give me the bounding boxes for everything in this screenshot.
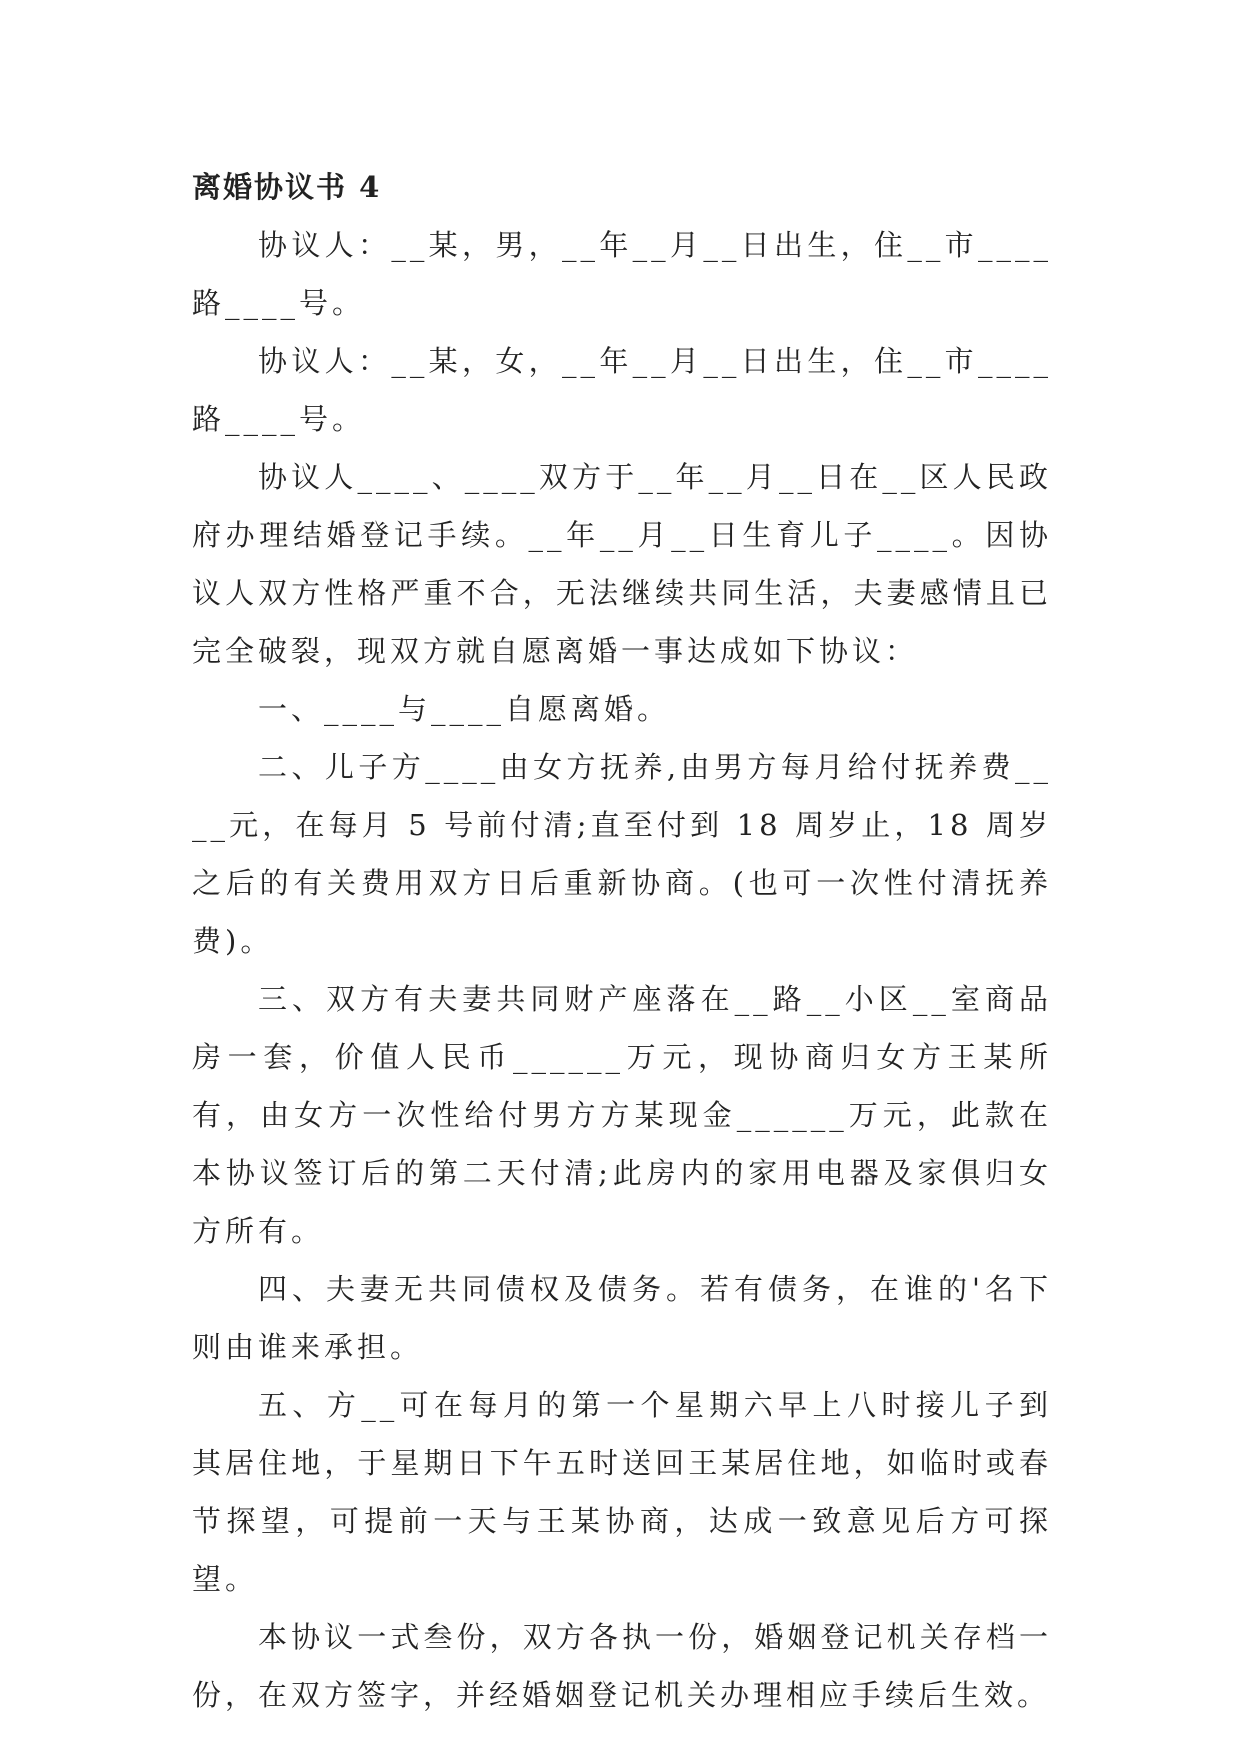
clause-3-paragraph: 三、双方有夫妻共同财产座落在__路__小区__室商品房一套，价值人民币______万元，现协商归女方王某所有，由女方一次性给付男方方某现金______万元，此款在本协议签订后的第二天付清;此房内的家用电器及家俱归女方所有。 bbox=[192, 982, 1052, 1248]
clause-2-paragraph: 二、儿子方____由女方抚养,由男方每月给付抚养费____元，在每月 5 号前付清;直至付到 18 周岁止，18 周岁之后的有关费用双方日后重新协商。(也可一次性付清抚养费)。 bbox=[192, 750, 1052, 958]
clause-4-paragraph: 四、夫妻无共同债权及债务。若有债务，在谁的'名下则由谁来承担。 bbox=[192, 1272, 1052, 1364]
background-paragraph: 协议人____、____双方于__年__月__日在__区人民政府办理结婚登记手续。__年__月__日生育儿子____。因协议人双方性格严重不合，无法继续共同生活，夫妻感情且已完全破裂，现双方就自愿离婚一事达成如下协议： bbox=[192, 460, 1052, 668]
document-page bbox=[192, 158, 1052, 1724]
closing-paragraph: 本协议一式叁份，双方各执一份，婚姻登记机关存档一份，在双方签字，并经婚姻登记机关办理相应手续后生效。 bbox=[192, 1620, 1052, 1712]
party-female-paragraph: 协议人：__某，女，__年__月__日出生，住__市____路____号。 bbox=[192, 344, 1052, 436]
party-male-paragraph: 协议人：__某，男，__年__月__日出生，住__市____路____号。 bbox=[192, 228, 1052, 320]
clause-5-paragraph: 五、方__可在每月的第一个星期六早上八时接儿子到其居住地，于星期日下午五时送回王某居住地，如临时或春节探望，可提前一天与王某协商，达成一致意见后方可探望。 bbox=[192, 1388, 1052, 1596]
clause-1-paragraph: 一、____与____自愿离婚。 bbox=[258, 692, 671, 726]
document-title: 离婚协议书 4 bbox=[192, 170, 382, 204]
